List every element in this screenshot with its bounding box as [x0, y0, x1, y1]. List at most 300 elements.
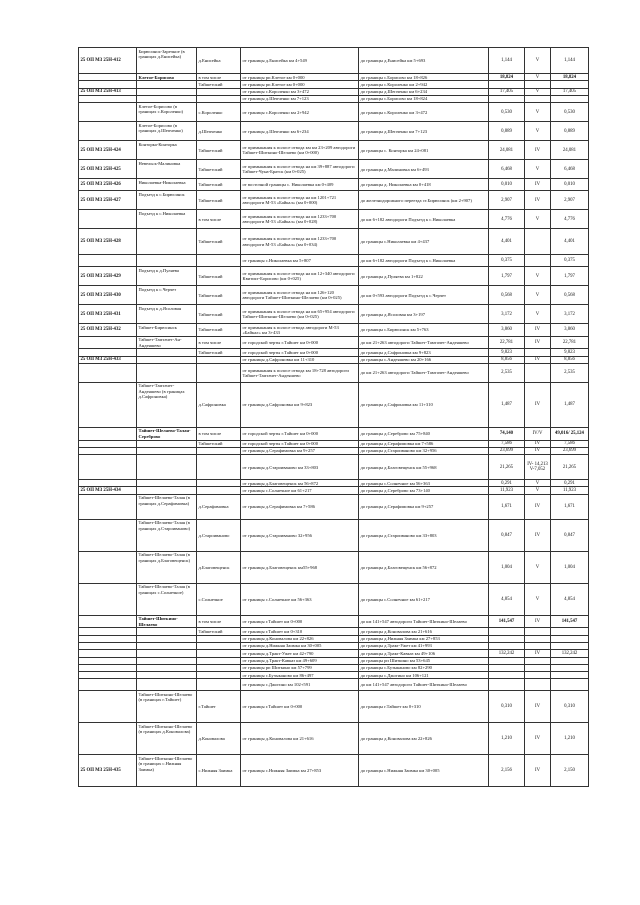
road-name-cell — [137, 672, 197, 679]
segment-end-cell: до границы д.Тракт-Ужет км 41+993 — [359, 642, 489, 649]
table-row — [79, 141, 589, 160]
table-row — [79, 723, 589, 755]
road-code-cell: 25 ОП МЗ 25Н-412 — [79, 48, 137, 74]
total-length-cell — [551, 657, 589, 664]
segment-start-cell: от примыкания к полосе отвода автодороги М-53 «Байкал» км 3+433 — [241, 324, 359, 337]
category-cell: IV — [525, 324, 551, 337]
locality-cell — [197, 657, 241, 664]
total-length-cell — [551, 664, 589, 671]
length-cell: 24,081 — [489, 141, 525, 160]
segment-end-cell: до границы д.Староиваново км 33+803 — [359, 519, 489, 551]
road-name-cell — [137, 628, 197, 635]
road-name-cell: Подъезд к с.Бирюсинск — [137, 191, 197, 210]
segment-end-cell: до км 6+182 автодороги Подъезд к с.Николаевка — [359, 210, 489, 229]
total-length-cell — [551, 628, 589, 635]
top-margin — [0, 0, 640, 47]
road-name-cell — [137, 635, 197, 642]
segment-end-cell: до границы д.Сафроновка км 11+310 — [359, 382, 489, 427]
category-cell: IV/V — [525, 427, 551, 440]
total-length-cell: 17,405 — [551, 88, 589, 95]
length-cell: 132,242 — [489, 650, 525, 657]
total-length-cell: 11,923 — [551, 487, 589, 494]
locality-cell — [197, 679, 241, 691]
segment-end-cell: до границы рп Шиткино км 53+645 — [359, 657, 489, 664]
table-row — [79, 691, 589, 723]
length-cell: 1,004 — [489, 551, 525, 583]
segment-start-cell: от границы рп.Клетое км 0+000 — [241, 81, 359, 88]
length-cell: 3,172 — [489, 305, 525, 324]
segment-end-cell: до границы д.Нижняя Заимка км 27+853 — [359, 635, 489, 642]
road-name-cell: Тайшет-Шиткино-Шелаево — [137, 615, 197, 628]
segment-start-cell: от границы д.Шепченко км 7+123 — [241, 95, 359, 102]
total-length-cell: 7,586 — [551, 440, 589, 447]
locality-cell: д.Коновалова — [197, 723, 241, 755]
length-cell: 0,847 — [489, 519, 525, 551]
segment-end-cell: до границы д.Благовещенск км 55+968 — [359, 455, 489, 480]
category-cell: IV — [525, 691, 551, 723]
roads-table — [78, 47, 589, 787]
length-cell: 0,010 — [489, 179, 525, 191]
total-length-cell: 1,487 — [551, 382, 589, 427]
segment-start-cell: от границы г.Тайшет км 0+310 — [241, 628, 359, 635]
segment-start-cell: от границы д.Сафроновка км 9+823 — [241, 382, 359, 427]
category-cell: V — [525, 88, 551, 95]
road-name-cell — [137, 447, 197, 454]
segment-start-cell: от границы д.Благовещенск км 56+872 — [241, 480, 359, 487]
road-code-cell — [79, 657, 137, 664]
segment-start-cell: от границы с.Джогино км 102+591 — [241, 679, 359, 691]
segment-start-cell: от границы с.Солнечное км 61+217 — [241, 487, 359, 494]
road-name-cell — [137, 229, 197, 255]
total-length-cell: 49,016/ 25,124 — [551, 427, 589, 440]
road-code-cell — [79, 583, 137, 615]
total-length-cell: 2,535 — [551, 363, 589, 382]
locality-cell: Тайшетский — [197, 349, 241, 356]
category-cell: V — [525, 48, 551, 74]
table-row — [79, 103, 589, 122]
road-name-cell — [137, 650, 197, 657]
length-cell: 3,860 — [489, 324, 525, 337]
road-code-cell — [79, 103, 137, 122]
road-name-cell: Бирюсинск-Заречное (в границах д.Енисейка) — [137, 48, 197, 74]
segment-end-cell: до км 141+547 автодороги Тайшет-Шиткино-Шелаево — [359, 679, 489, 691]
category-cell: IV — [525, 179, 551, 191]
segment-start-cell: от границы с.Солнечное км 56+363 — [241, 583, 359, 615]
segment-start-cell: от городской черты г.Тайшет км 0+000 — [241, 440, 359, 447]
total-length-cell: 132,242 — [551, 650, 589, 657]
road-name-cell: Тайшет-Тамтачет-Андеяшево (в границах д.Сафроновка) — [137, 382, 197, 427]
locality-cell: в том числе — [197, 615, 241, 628]
total-length-cell: 6,468 — [551, 160, 589, 179]
segment-start-cell: от примыкания к полосе отвода на км 1201+721 автодороги М-53 «Байкал» (км 0+000) — [241, 191, 359, 210]
category-cell — [525, 664, 551, 671]
table-row — [79, 336, 589, 349]
table-row — [79, 305, 589, 324]
segment-end-cell: до границы д.Ясоловая км 3+197 — [359, 305, 489, 324]
table-row — [79, 363, 589, 382]
road-code-cell: 25 ОП МЗ 25Н-427 — [79, 191, 137, 210]
road-name-cell: Тайшет-Шиткино-Шелаево (в границах д.Коновалова) — [137, 723, 197, 755]
locality-cell: д.Сафроновка — [197, 382, 241, 427]
segment-end-cell: до границы с.Джогино км 106+121 — [359, 672, 489, 679]
segment-end-cell: до границы с.Борисово км 18+826 — [359, 74, 489, 81]
category-cell: V — [525, 583, 551, 615]
segment-end-cell: до границы д.Староиваново км 32+956 — [359, 447, 489, 454]
category-cell: V — [525, 122, 551, 141]
length-cell: 4,854 — [489, 583, 525, 615]
category-cell: IV- 14,213 V-7,052 — [525, 455, 551, 480]
segment-end-cell: до км 21+263 автодороги Тайшет-Тамтачет-Андеяшево — [359, 363, 489, 382]
length-cell: 0,375 — [489, 255, 525, 267]
segment-start-cell: от границы г.Тайшет км 0+000 — [241, 691, 359, 723]
table-row — [79, 664, 589, 671]
road-code-cell — [79, 672, 137, 679]
total-length-cell: 0,291 — [551, 480, 589, 487]
table-row — [79, 349, 589, 356]
locality-cell: в том числе — [197, 210, 241, 229]
category-cell: V — [525, 74, 551, 81]
total-length-cell: 24,081 — [551, 141, 589, 160]
road-name-cell: Тайшет-Тамтачет-Ан-Андеяшево — [137, 336, 197, 349]
length-cell: 11,923 — [489, 487, 525, 494]
road-name-cell: Тайшет-Шелаево-Талая (в границах д.Благовещенск) — [137, 551, 197, 583]
total-length-cell: 0,530 — [551, 103, 589, 122]
length-cell: 6,468 — [489, 160, 525, 179]
locality-cell: Тайшетский — [197, 160, 241, 179]
length-cell: 1,487 — [489, 382, 525, 427]
table-row — [79, 487, 589, 494]
category-cell — [525, 642, 551, 649]
locality-cell: Тайшетский — [197, 229, 241, 255]
table-row — [79, 583, 589, 615]
table-row — [79, 356, 589, 363]
segment-start-cell: от примыкания к полосе отвода км км 23+209 автодороги Тайшет-Шиткино-Шелаево (км 0+000) — [241, 141, 359, 160]
total-length-cell: 0,847 — [551, 519, 589, 551]
table-row — [79, 519, 589, 551]
road-name-cell — [137, 363, 197, 382]
segment-end-cell: до границы д.Благовещенск км 56+872 — [359, 551, 489, 583]
locality-cell — [197, 487, 241, 494]
road-code-cell — [79, 691, 137, 723]
length-cell: 7,586 — [489, 440, 525, 447]
table-row — [79, 88, 589, 95]
road-code-cell: 25 ОП МЗ 25Н-425 — [79, 160, 137, 179]
length-cell — [489, 642, 525, 649]
road-name-cell — [137, 455, 197, 480]
table-row — [79, 160, 589, 179]
length-cell — [489, 635, 525, 642]
total-length-cell: 0,310 — [551, 691, 589, 723]
length-cell: 4,401 — [489, 229, 525, 255]
category-cell: IV — [525, 755, 551, 787]
locality-cell: д.Староиваново — [197, 519, 241, 551]
category-cell — [525, 81, 551, 88]
segment-start-cell: от границы рп.Клетое км 0+000 — [241, 74, 359, 81]
total-length-cell — [551, 81, 589, 88]
road-code-cell: 25 ОП МЗ 25Н-434 — [79, 487, 137, 494]
segment-start-cell: от границы д.Тракт-Кавказ км 49+609 — [241, 657, 359, 664]
segment-start-cell: от границы с.Бузыканово км 86+497 — [241, 672, 359, 679]
segment-end-cell: до границы г.Тайшет км 0+310 — [359, 691, 489, 723]
category-cell — [525, 255, 551, 267]
locality-cell: Тайшетский — [197, 440, 241, 447]
total-length-cell: 0,010 — [551, 179, 589, 191]
table-row — [79, 95, 589, 102]
length-cell: 2,156 — [489, 755, 525, 787]
segment-end-cell: до границы с.Андеяшево км 20+166 — [359, 356, 489, 363]
table-row — [79, 48, 589, 74]
locality-cell: Тайшетский — [197, 267, 241, 286]
category-cell — [525, 672, 551, 679]
table-row — [79, 455, 589, 480]
segment-end-cell: до границы д.Серафимовка км 7+586 — [359, 440, 489, 447]
segment-start-cell: от границы с.Короленко км 3+472 — [241, 88, 359, 95]
length-cell: 141,547 — [489, 615, 525, 628]
road-code-cell: 25 ОП МЗ 25Н-431 — [79, 305, 137, 324]
category-cell — [525, 628, 551, 635]
road-code-cell: 25 ОП МЗ 25Н-426 — [79, 179, 137, 191]
length-cell: 0,530 — [489, 103, 525, 122]
locality-cell — [197, 480, 241, 487]
road-name-cell — [137, 487, 197, 494]
segment-start-cell: от городской черты г.Тайшет км 0+000 — [241, 427, 359, 440]
road-name-cell: Николаевка-Николаевка — [137, 179, 197, 191]
road-name-cell: Клетое-Борисово (в границах с.Короленко) — [137, 103, 197, 122]
segment-start-cell: от примыкания к полосе отвода на км 39+887 автодороги Тайшет-Чуна-Братск (км 0+025) — [241, 160, 359, 179]
segment-end-cell: до границы с.Николаевка км 4+437 — [359, 229, 489, 255]
locality-cell — [197, 356, 241, 363]
segment-end-cell: до границы с.Короленко км 2+942 — [359, 81, 489, 88]
segment-start-cell: от границы д.Благовещенск км55+968 — [241, 551, 359, 583]
locality-cell — [197, 455, 241, 480]
road-name-cell — [137, 81, 197, 88]
table-row — [79, 210, 589, 229]
category-cell: IV — [525, 382, 551, 427]
total-length-cell: 3,860 — [551, 324, 589, 337]
table-row — [79, 81, 589, 88]
category-cell: IV — [525, 447, 551, 454]
category-cell: V — [525, 480, 551, 487]
road-code-cell: 25 ОП МЗ 25Н-424 — [79, 141, 137, 160]
table-row — [79, 657, 589, 664]
length-cell: 1,797 — [489, 267, 525, 286]
length-cell — [489, 672, 525, 679]
road-code-cell — [79, 95, 137, 102]
segment-end-cell: до границы с. Конторка км 24+081 — [359, 141, 489, 160]
length-cell: 18,824 — [489, 74, 525, 81]
road-name-cell — [137, 480, 197, 487]
locality-cell: Тайшетский — [197, 179, 241, 191]
road-code-cell — [79, 427, 137, 440]
segment-start-cell: от примыкания к полосе отвода км 18+728 автодороги Тайшет-Тамтачет-Андеяшево — [241, 363, 359, 382]
table-row — [79, 650, 589, 657]
road-code-cell — [79, 210, 137, 229]
category-cell: IV — [525, 650, 551, 657]
category-cell: V — [525, 103, 551, 122]
road-code-cell: 25 ОП МЗ 25Н-435 — [79, 755, 137, 787]
segment-start-cell: от восточной границы с. Николаевка км 0+409 — [241, 179, 359, 191]
locality-cell — [197, 95, 241, 102]
segment-start-cell: от городской черты г.Тайшет км 0+000 — [241, 336, 359, 349]
segment-end-cell: до железнодорожного переезда ст.Бирюсинск (км 2+907) — [359, 191, 489, 210]
category-cell: V — [525, 267, 551, 286]
road-code-cell — [79, 519, 137, 551]
length-cell — [489, 628, 525, 635]
table-row — [79, 480, 589, 487]
road-name-cell: Подъезд к с.Черчет — [137, 286, 197, 305]
segment-end-cell: до границы д. Николаевка км 0+418 — [359, 179, 489, 191]
total-length-cell: 1,671 — [551, 494, 589, 519]
table-row — [79, 382, 589, 427]
category-cell — [525, 363, 551, 382]
category-cell: IV — [525, 141, 551, 160]
road-name-cell — [137, 349, 197, 356]
segment-end-cell: до границы д.Енисейка км 5+693 — [359, 48, 489, 74]
category-cell — [525, 349, 551, 356]
locality-cell: Тайшетский — [197, 141, 241, 160]
segment-start-cell: от примыкания к полосе отвода на км 1233+700 автодороги М-53 «Байкал» (км 0+028) — [241, 210, 359, 229]
road-name-cell: Тайшет-Шиткино-Шелаево (в границах г.Тайшет) — [137, 691, 197, 723]
road-name-cell — [137, 679, 197, 691]
total-length-cell — [551, 679, 589, 691]
table-row — [79, 255, 589, 267]
locality-cell: с.Нижняя Заимка — [197, 755, 241, 787]
segment-end-cell: до границы д.Шепченко км 6+234 — [359, 88, 489, 95]
table-row — [79, 447, 589, 454]
segment-start-cell: от границы д.Коновалова км 22+826 — [241, 635, 359, 642]
segment-start-cell: от границы д.Енисейка км 4+549 — [241, 48, 359, 74]
locality-cell: Тайшетский — [197, 191, 241, 210]
length-cell — [489, 679, 525, 691]
length-cell: 8,856 — [489, 356, 525, 363]
category-cell — [525, 95, 551, 102]
locality-cell — [197, 650, 241, 657]
length-cell: 0,310 — [489, 691, 525, 723]
length-cell: 17,405 — [489, 88, 525, 95]
total-length-cell: 0,568 — [551, 286, 589, 305]
category-cell: IV — [525, 336, 551, 349]
road-code-cell — [79, 74, 137, 81]
total-length-cell: 9,823 — [551, 349, 589, 356]
segment-start-cell: от городской черты г.Тайшет км 0+000 — [241, 349, 359, 356]
category-cell: IV — [525, 723, 551, 755]
table-body — [79, 48, 589, 787]
total-length-cell: 2,907 — [551, 191, 589, 210]
segment-end-cell: до км 0+593 автодороги Подъезд к с.Черчет — [359, 286, 489, 305]
category-cell: IV — [525, 494, 551, 519]
segment-start-cell: от границы д.Серафимовка км 7+586 — [241, 494, 359, 519]
total-length-cell: 21,265 — [551, 455, 589, 480]
segment-end-cell: до границы с.Солнечное км 61+217 — [359, 583, 489, 615]
length-cell: 23,699 — [489, 447, 525, 454]
segment-start-cell: от границы д.Шепченко км 6+234 — [241, 122, 359, 141]
locality-cell: д.Шепченко — [197, 122, 241, 141]
table-row — [79, 642, 589, 649]
table-row — [79, 551, 589, 583]
road-code-cell — [79, 349, 137, 356]
length-cell: 0,568 — [489, 286, 525, 305]
road-name-cell: Подъезд к д.Ясоловая — [137, 305, 197, 324]
road-code-cell — [79, 480, 137, 487]
length-cell: 1,144 — [489, 48, 525, 74]
table-row — [79, 628, 589, 635]
locality-cell — [197, 447, 241, 454]
total-length-cell: 23,699 — [551, 447, 589, 454]
segment-end-cell: до границы д.Сереброво км 75+840 — [359, 427, 489, 440]
segment-start-cell: от границы г.Тайшет км 0+000 — [241, 615, 359, 628]
road-code-cell — [79, 363, 137, 382]
road-name-cell — [137, 664, 197, 671]
category-cell: IV — [525, 615, 551, 628]
locality-cell — [197, 664, 241, 671]
segment-start-cell: от границы с.Короленко км 2+942 — [241, 103, 359, 122]
length-cell: 9,823 — [489, 349, 525, 356]
segment-end-cell: до границы д.Тракт-Кавказ км 49+106 — [359, 650, 489, 657]
total-length-cell: 4,401 — [551, 229, 589, 255]
length-cell: 2,907 — [489, 191, 525, 210]
locality-cell — [197, 255, 241, 267]
segment-end-cell: до границы д.Сереброво км 73+140 — [359, 487, 489, 494]
road-code-cell — [79, 635, 137, 642]
road-code-cell — [79, 447, 137, 454]
total-length-cell: 1,210 — [551, 723, 589, 755]
table-row — [79, 440, 589, 447]
category-cell — [525, 679, 551, 691]
segment-start-cell: от границы д.Нижняя Заимка км 30+005 — [241, 642, 359, 649]
road-code-cell — [79, 551, 137, 583]
locality-cell: д.Енисейка — [197, 48, 241, 74]
locality-cell: д.Серафимовка — [197, 494, 241, 519]
segment-start-cell: от границы д.Староиваново км 33+803 — [241, 455, 359, 480]
road-code-cell — [79, 336, 137, 349]
length-cell — [489, 95, 525, 102]
total-length-cell — [551, 642, 589, 649]
table-row — [79, 74, 589, 81]
document-page — [78, 47, 588, 787]
length-cell: 22,781 — [489, 336, 525, 349]
road-code-cell — [79, 723, 137, 755]
segment-end-cell: до границы с.Бирюсинск км 5+763 — [359, 324, 489, 337]
road-code-cell — [79, 642, 137, 649]
table-row — [79, 615, 589, 628]
table-row — [79, 427, 589, 440]
segment-end-cell: до границы с.Короленко км 3+472 — [359, 103, 489, 122]
road-name-cell: Тайшет-Шелаево-Талая (в границах с.Солнечное) — [137, 583, 197, 615]
road-code-cell — [79, 455, 137, 480]
road-name-cell: Клетое-Борисово (в границах д.Шепченко) — [137, 122, 197, 141]
road-name-cell: Тайшет-Шелаево-Талая-Сереброво — [137, 427, 197, 440]
length-cell: 4,776 — [489, 210, 525, 229]
category-cell — [525, 657, 551, 664]
road-name-cell: Конторка-Конторка — [137, 141, 197, 160]
locality-cell: г.Тайшет — [197, 691, 241, 723]
total-length-cell: 141,547 — [551, 615, 589, 628]
road-code-cell — [79, 628, 137, 635]
segment-end-cell: до границы с.Борисово км 18+824 — [359, 95, 489, 102]
road-code-cell — [79, 650, 137, 657]
segment-end-cell: до границы д.Коновалова км 22+826 — [359, 723, 489, 755]
total-length-cell — [551, 635, 589, 642]
segment-end-cell: до км 141+547 автодороги Тайшет-Шиткино-Шелаево — [359, 615, 489, 628]
segment-end-cell: до границы с.Солнечное км 56+363 — [359, 480, 489, 487]
segment-start-cell: от границы рп Шиткино км 57+799 — [241, 664, 359, 671]
locality-cell: Тайшетский — [197, 286, 241, 305]
road-code-cell — [79, 664, 137, 671]
segment-start-cell: от примыкания к полосе отвода на км 12+340 автодороги Квитокт-Борисово (км 0+025) — [241, 267, 359, 286]
category-cell: V — [525, 286, 551, 305]
total-length-cell: 1,797 — [551, 267, 589, 286]
road-name-cell — [137, 88, 197, 95]
